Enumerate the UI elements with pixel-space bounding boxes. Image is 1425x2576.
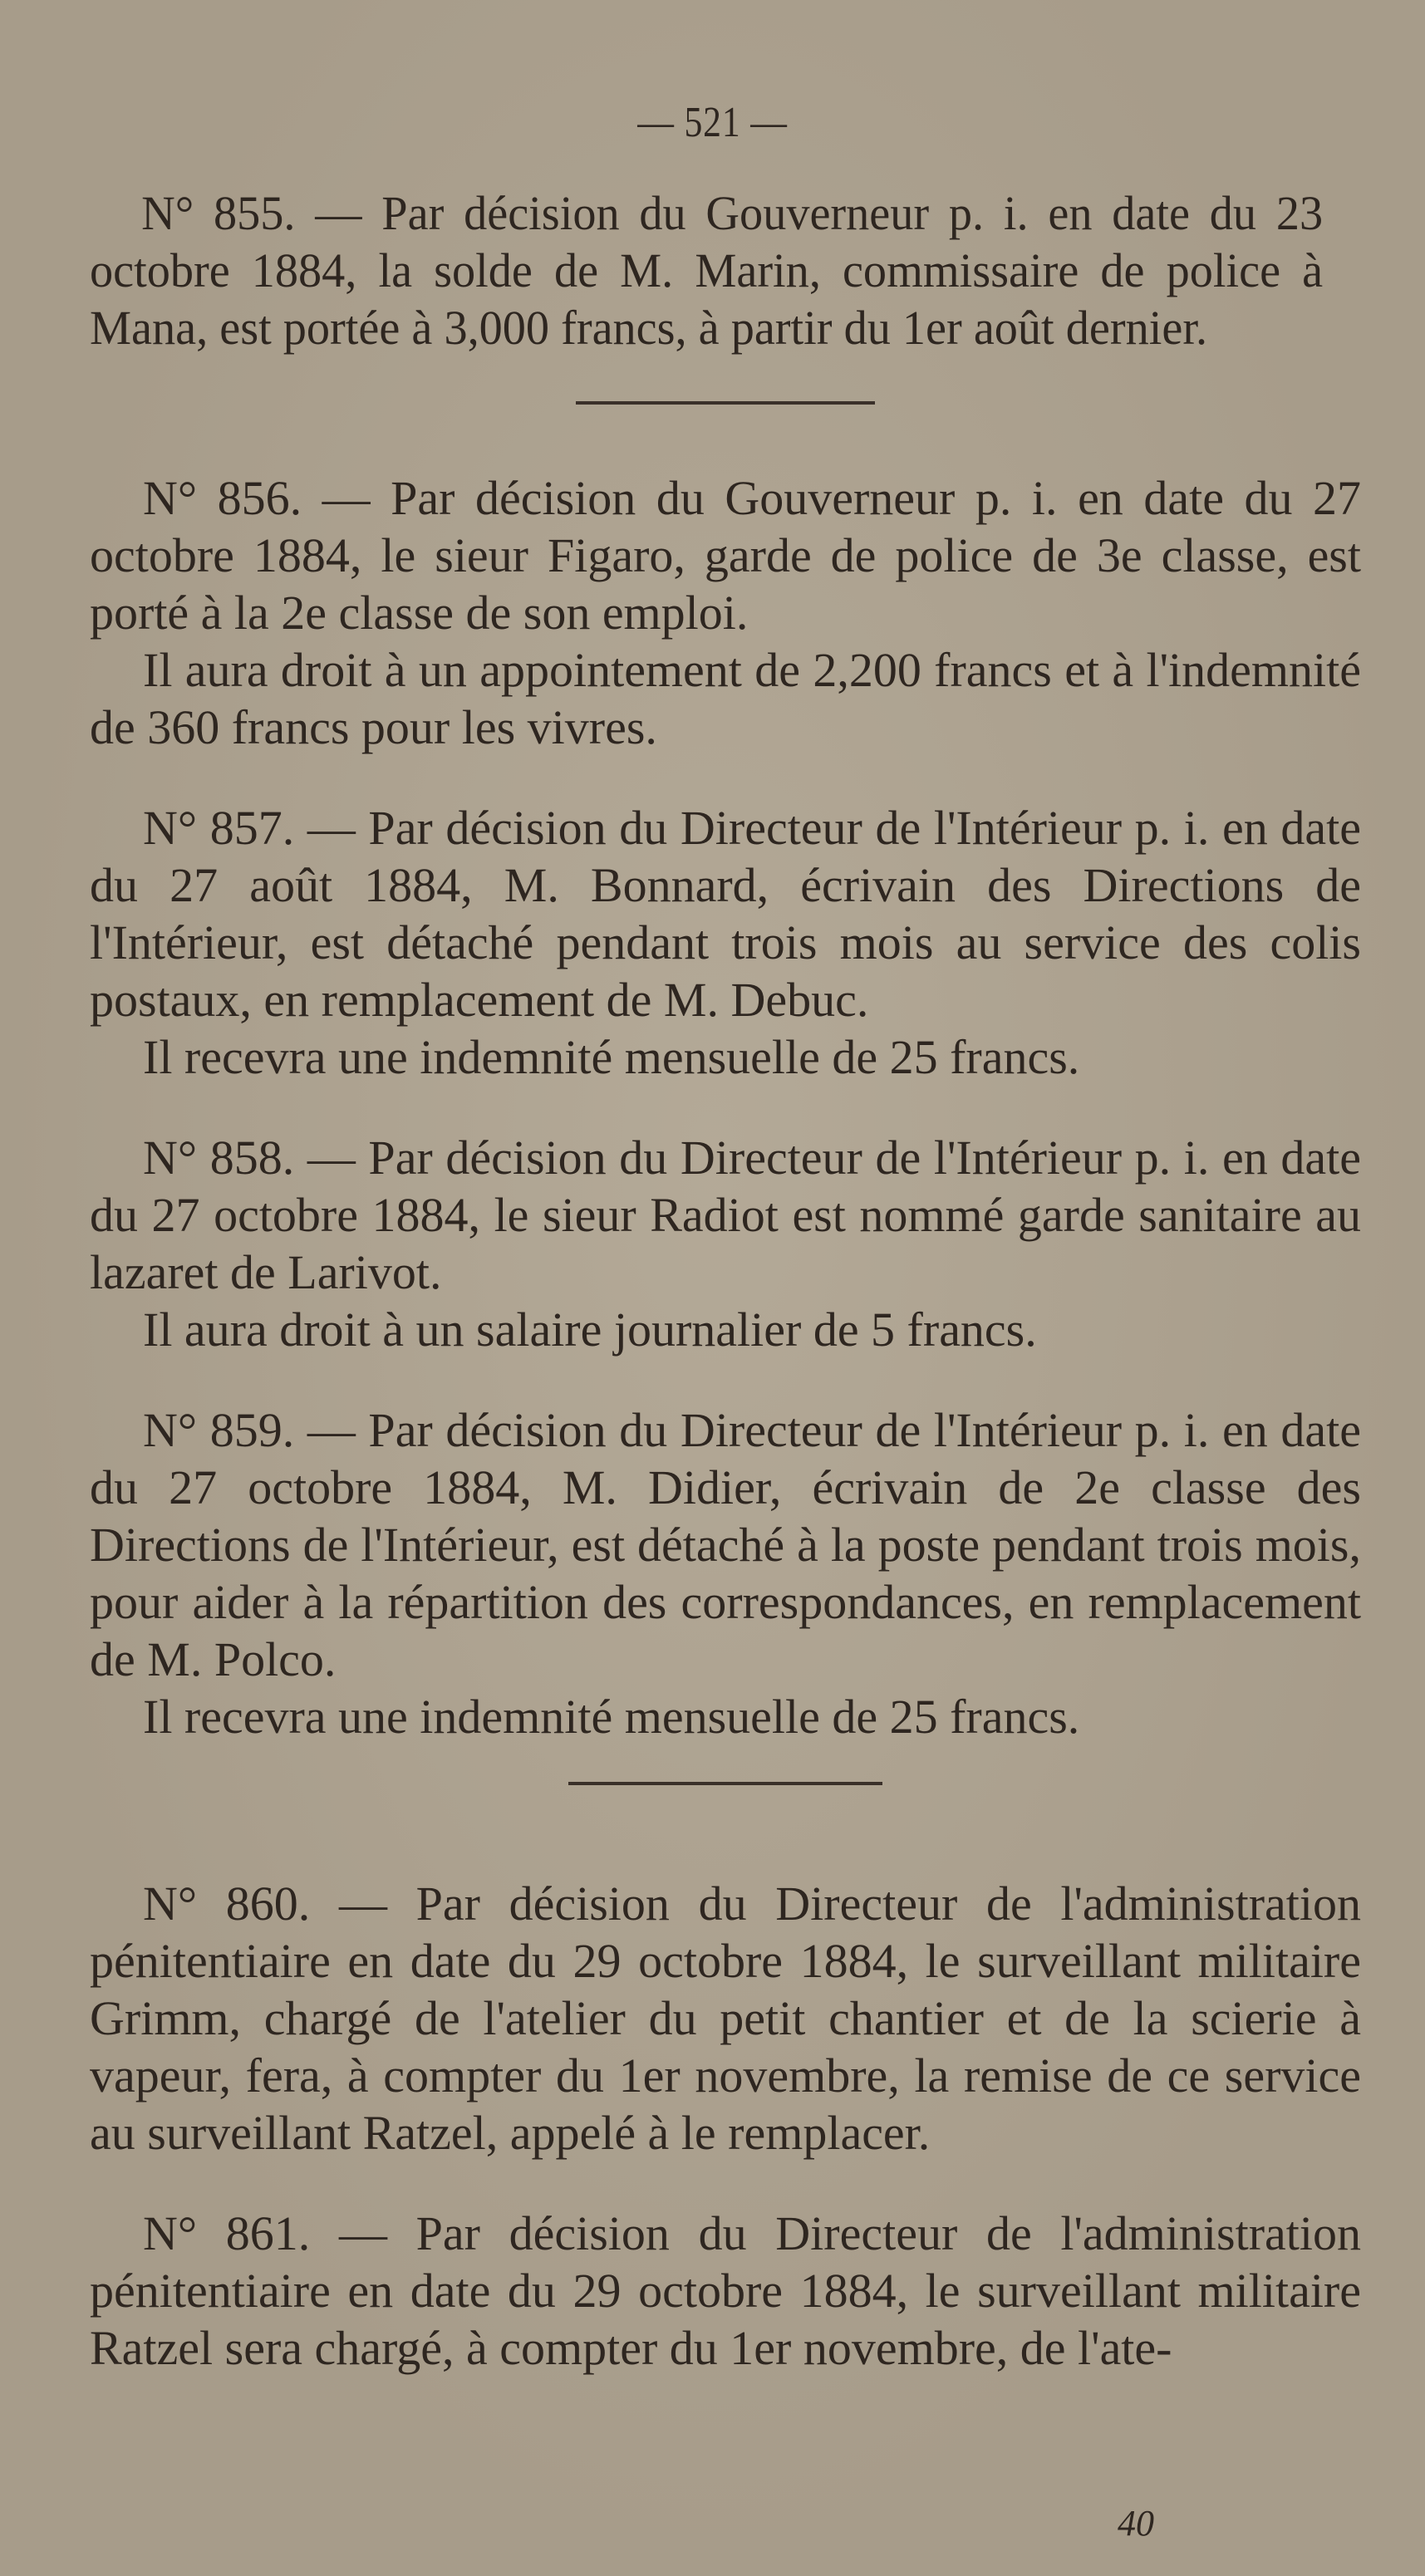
entry-861	[90, 2205, 1361, 2377]
signature-mark: 40	[1118, 2503, 1154, 2544]
spacer	[90, 1358, 1361, 1401]
entry-paragraph: N° 859. — Par décision du Directeur de l'Intérieur p. i. en date du 27 octobre 1884, M. Didier, écrivain de 2e classe des Directions de l'Intérieur, est détaché à la poste pendant trois mois, pour aider à la répartition des correspondances, en remplacement de M. Polco.	[90, 1403, 1361, 1686]
document-body	[90, 184, 1361, 2377]
entry-paragraph: N° 861. — Par décision du Directeur de l'administration pénitentiaire en date du 29 octobre 1884, le surveillant militaire Ratzel sera chargé, à compter du 1er novembre, de l'ate-	[90, 2206, 1361, 2375]
entry-859	[90, 1401, 1361, 1745]
entry-paragraph: N° 856. — Par décision du Gouverneur p. i. en date du 27 octobre 1884, le sieur Figaro, garde de police de 3e classe, est porté à la 2e classe de son emploi.	[90, 471, 1361, 640]
entry-paragraph: Il aura droit à un appointement de 2,200 francs et à l'indemnité de 360 francs pour les vivres.	[90, 643, 1361, 754]
spacer	[90, 756, 1361, 799]
entry-855	[90, 184, 1361, 356]
entry-paragraph: N° 858. — Par décision du Directeur de l'Intérieur p. i. en date du 27 octobre 1884, le sieur Radiot est nommé garde sanitaire au lazaret de Larivot.	[90, 1131, 1361, 1299]
entry-paragraph: Il recevra une indemnité mensuelle de 25 francs.	[143, 1030, 1080, 1084]
page-number-header: — 521 —	[637, 99, 788, 146]
entry-paragraph: N° 860. — Par décision du Directeur de l'administration pénitentiaire en date du 29 octobre 1884, le surveillant militaire Grimm, chargé de l'atelier du petit chantier et de la scierie à vapeur, fera, à compter du 1er novembre, la remise de ce service au surveillant Ratzel, appelé à le remplacer.	[90, 1877, 1361, 2160]
entry-858	[90, 1129, 1361, 1358]
section-divider	[568, 1782, 882, 1785]
entry-paragraph: N° 857. — Par décision du Directeur de l'Intérieur p. i. en date du 27 août 1884, M. Bonnard, écrivain des Directions de l'Intérieur, est détaché pendant trois mois au service des colis postaux, en remplacement de M. Debuc.	[90, 801, 1361, 1027]
spacer	[90, 1086, 1361, 1129]
spacer	[90, 2161, 1361, 2205]
entry-857	[90, 799, 1361, 1086]
entry-paragraph: N° 855. — Par décision du Gouverneur p. i. en date du 23 octobre 1884, la solde de M. Marin, commissaire de police à Mana, est portée à 3,000 francs, à partir du 1er août dernier.	[90, 186, 1324, 355]
entry-860	[90, 1875, 1361, 2161]
entry-paragraph: Il aura droit à un salaire journalier de 5 francs.	[143, 1303, 1037, 1357]
section-divider	[576, 401, 875, 405]
entry-paragraph: Il recevra une indemnité mensuelle de 25 francs.	[143, 1690, 1080, 1744]
entry-856	[90, 469, 1361, 756]
